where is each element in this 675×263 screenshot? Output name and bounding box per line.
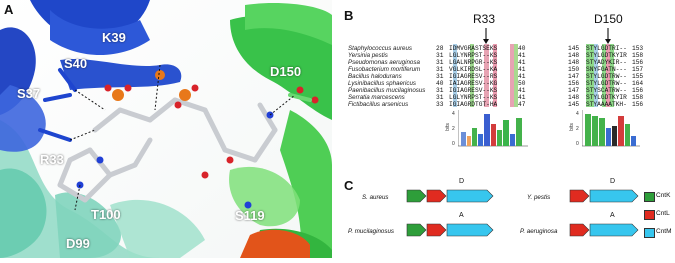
seq-start: 148: [568, 59, 580, 66]
legend-swatch-cntl: [644, 210, 655, 220]
seq-end: 158: [632, 94, 644, 101]
seq-end: 47: [518, 101, 526, 108]
seq-fragment: SNYFGATN---: [586, 66, 627, 73]
seq-fragment: VGLKIRDSL--KA: [449, 66, 498, 73]
seq-end: 41: [518, 73, 526, 80]
logo-axis-tick: 4: [576, 111, 579, 117]
seq-start: 31: [436, 66, 444, 73]
operon-organism: P. mucilaginosus: [348, 228, 394, 235]
panel-c-operons: [340, 172, 675, 258]
sequence-logo-right: [582, 110, 642, 150]
seq-end: 156: [632, 101, 644, 108]
seq-fragment: STYLGDTKYIR: [586, 52, 627, 59]
organism-name: Yersinia pestis: [348, 52, 388, 59]
seq-start: 31: [436, 52, 444, 59]
logo-axis-tick: 0: [452, 141, 455, 147]
legend-label-cntk: CntK: [656, 192, 671, 199]
seq-end: 157: [632, 66, 644, 73]
panel-a-letter: A: [4, 2, 14, 17]
operon-diagram: [340, 172, 675, 258]
operon-variant-tag: D: [459, 178, 465, 185]
seq-end: 158: [632, 52, 644, 59]
organism-name: Fictibacillus arsenicus: [348, 101, 409, 108]
residue-label-d150: D150: [270, 64, 302, 79]
legend-swatch-cntk: [644, 192, 655, 202]
operon-variant-tag: A: [459, 212, 464, 219]
logo-axis-tick: 2: [576, 126, 579, 132]
organism-name: Staphylococcus aureus: [348, 45, 412, 52]
seq-end: 41: [518, 94, 526, 101]
seq-fragment: IGIAGRESV--KS: [449, 87, 498, 94]
seq-end: 50: [518, 80, 526, 87]
seq-end: 156: [632, 59, 644, 66]
organism-name: Lysinibacillus sphaericus: [348, 80, 416, 87]
logo-axis-tick: 0: [576, 141, 579, 147]
seq-start: 40: [436, 80, 444, 87]
seq-fragment: STYLGDTRW--: [586, 80, 627, 87]
residue-label-k39: K39: [102, 30, 126, 45]
seq-end: 156: [632, 87, 644, 94]
seq-start: 31: [436, 94, 444, 101]
panel-a-structure: [0, 0, 332, 258]
residue-label-t100: T100: [91, 207, 121, 222]
organism-name: Pseudomonas aeruginosa: [348, 59, 420, 66]
alignment-header-r33: R33: [473, 12, 496, 26]
seq-fragment: STYLGDTRW--: [586, 73, 627, 80]
seq-fragment: IAIAGRESV--KG: [449, 80, 498, 87]
seq-start: 148: [568, 52, 580, 59]
seq-start: 145: [568, 101, 580, 108]
operon-organism: P. aeruginosa: [520, 228, 558, 235]
seq-start: 156: [568, 80, 580, 87]
seq-start: 33: [436, 101, 444, 108]
operon-organism: Y. pestis: [527, 194, 551, 201]
seq-start: 145: [568, 45, 580, 52]
seq-fragment: STYAAAATKH-: [586, 101, 627, 108]
seq-end: 40: [518, 45, 526, 52]
organism-name: Paenibacillus mucilaginosus: [348, 87, 426, 94]
logo-axis-tick: 4: [452, 111, 455, 117]
operon-organism: S. aureus: [362, 194, 389, 201]
seq-start: 147: [568, 73, 580, 80]
seq-end: 41: [518, 52, 526, 59]
logo-axis-label: bits: [444, 123, 451, 131]
seq-end: 41: [518, 87, 526, 94]
sequence-logo-left: [458, 110, 530, 150]
alignment-header-d150: D150: [594, 12, 623, 26]
seq-fragment: IGIAGRDTGT-HA: [449, 101, 498, 108]
residue-label-r33: R33: [40, 152, 64, 167]
seq-end: 153: [632, 45, 644, 52]
seq-fragment: IGIAGRESV--RS: [449, 73, 498, 80]
residue-label-s37: S37: [17, 86, 41, 101]
logo-axis-tick: 2: [452, 126, 455, 132]
seq-fragment: STYLGDTKYIR: [586, 94, 627, 101]
seq-fragment: LGLYNRPST--KS: [449, 94, 498, 101]
panel-b-alignment: [340, 0, 675, 160]
protein-structure-image: [0, 0, 332, 258]
seq-end: 155: [632, 73, 644, 80]
seq-fragment: LGALNRPGR--KS: [449, 59, 498, 66]
seq-end: 164: [632, 80, 644, 87]
seq-end: 41: [518, 66, 526, 73]
logo-axis-label: bits: [568, 123, 575, 131]
legend-label-cntm: CntM: [656, 228, 672, 235]
legend-label-cntl: CntL: [656, 210, 670, 217]
operon-variant-tag: A: [610, 212, 615, 219]
residue-label-d99: D99: [66, 236, 90, 251]
seq-end: 41: [518, 59, 526, 66]
residue-label-s40: S40: [64, 56, 88, 71]
panel-b-letter: B: [344, 8, 354, 23]
seq-start: 28: [436, 45, 444, 52]
seq-start: 31: [436, 87, 444, 94]
legend-swatch-cntm: [644, 228, 655, 238]
organism-name: Bacillus halodurans: [348, 73, 402, 80]
seq-fragment: IDMVGRASTSEKS: [449, 45, 498, 52]
seq-start: 31: [436, 59, 444, 66]
seq-fragment: STYADYKIR--: [586, 59, 627, 66]
seq-start: 148: [568, 94, 580, 101]
seq-fragment: STYSCATRW--: [586, 87, 627, 94]
seq-fragment: STYLGDTRI--: [586, 45, 627, 52]
seq-start: 150: [568, 66, 580, 73]
organism-name: Serratia marcescens: [348, 94, 405, 101]
residue-label-s119: S119: [235, 208, 265, 223]
seq-start: 31: [436, 73, 444, 80]
seq-fragment: LGLYNRPST--KS: [449, 52, 498, 59]
organism-name: Fusobacterium mortiferum: [348, 66, 421, 73]
seq-start: 147: [568, 87, 580, 94]
operon-variant-tag: D: [610, 178, 616, 185]
panel-c-letter: C: [344, 178, 354, 193]
